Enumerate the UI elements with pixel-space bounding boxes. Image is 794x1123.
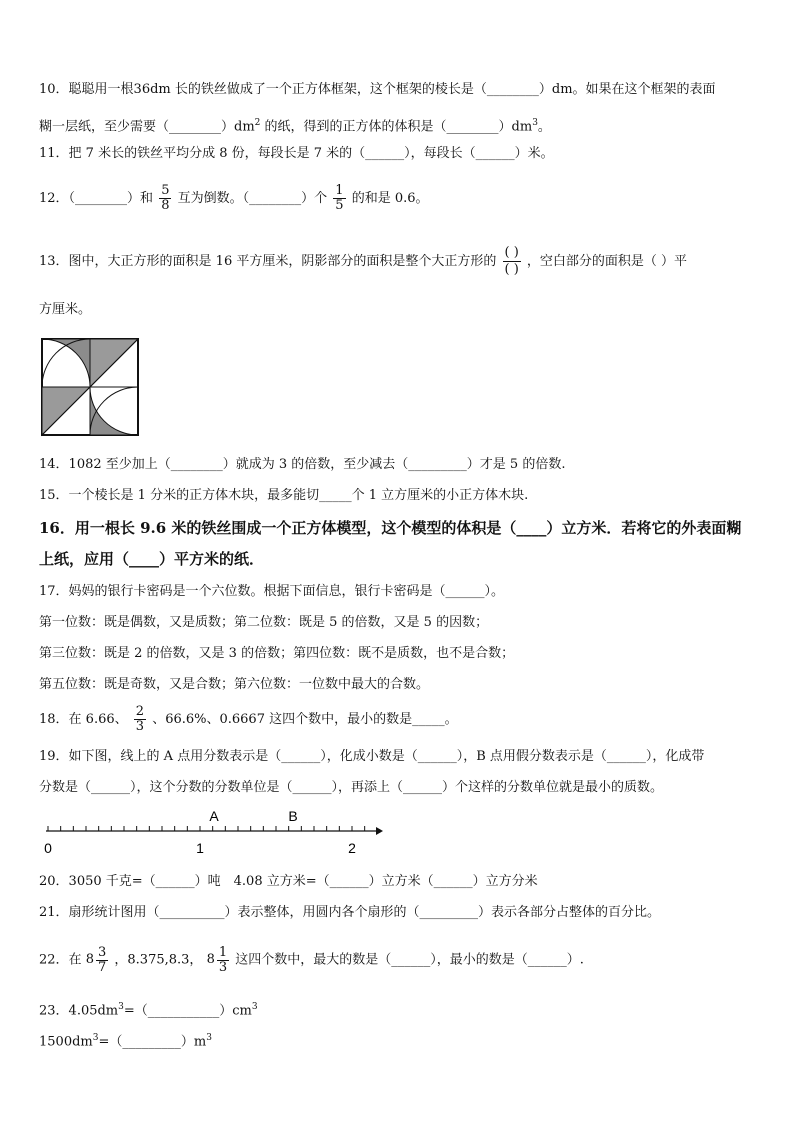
tick-label-2: 2: [348, 840, 356, 856]
q16-text-line2: 上纸，应用（____）平方米的纸．: [39, 550, 265, 568]
q19-text-line1: 19．如下图，线上的 A 点用分数表示是（______），化成小数是（______），B 点用假分数表示是（______），化成带: [39, 749, 705, 764]
fraction-denominator: 3: [218, 959, 228, 975]
mixed-whole: 8: [206, 952, 215, 967]
question-20: [39, 872, 764, 892]
fraction-numerator: 2: [135, 704, 145, 719]
q10-text-b: 的纸，得到的正方体的体积是（________）dm: [260, 119, 533, 135]
q12-text-a: 12．（________）和: [39, 191, 154, 206]
question-12: [39, 182, 764, 216]
q11-text: 11．把 7 米长的铁丝平均分成 8 份，每段长是 7 米的（______），每段长（______）米。: [39, 146, 554, 161]
q22-text-b: ，8.375,8.3，: [114, 952, 203, 968]
q18-text-b: 、66.6%、0.6667 这四个数中，最小的数是_____。: [152, 712, 458, 727]
fraction-numerator: 1: [218, 944, 228, 960]
arrow-right-icon: [376, 827, 383, 835]
question-13-line-1: [39, 242, 764, 282]
question-18: [39, 702, 764, 738]
q17-text-line3: 第三位数：既是 2 的倍数，又是 3 的倍数；第四位数：既不是质数，也不是合数；: [39, 646, 515, 661]
q23-text-c: 1500dm: [39, 1034, 93, 1050]
question-11: [39, 144, 764, 164]
q22-text-a: 22．在: [39, 952, 82, 968]
blank-fraction: [503, 245, 521, 278]
tick-label-0: 0: [44, 840, 52, 856]
q13-text-b: ，空白部分的面积是（ ）平: [526, 254, 688, 269]
blank-denominator: ( ): [504, 262, 519, 277]
question-14: [39, 455, 764, 475]
point-b-label: B: [288, 808, 298, 824]
q10-text-a: 糊一层纸，至少需要（________）dm: [39, 119, 255, 135]
fraction-denominator: 8: [161, 198, 170, 213]
number-line: [38, 806, 388, 858]
q17-text-line4: 第五位数：既是奇数，又是合数；第六位数：一位数中最大的合数。: [39, 677, 430, 692]
question-16-line-1: [39, 517, 764, 539]
q14-text: 14．1082 至少加上（________）就成为 3 的倍数，至少减去（_________）才是 5 的倍数.: [39, 457, 566, 472]
mixed-number-8-1-3: [207, 940, 232, 980]
q19-text-line2: 分数是（______），这个分数的分数单位是（______），再添上（______）个这样的分数单位就是最小的质数。: [39, 780, 664, 795]
question-13-line-2: [39, 300, 764, 320]
question-17-line-1: [39, 582, 764, 602]
q16-text-line1: 16．用一根长 9.6 米的铁丝围成一个正方体模型，这个模型的体积是（____）立方米．若将它的外表面糊: [39, 519, 742, 537]
fraction-5-8: [159, 184, 171, 213]
q21-text: 21．扇形统计图用（__________）表示整体，用圆内各个扇形的（_________）表示各部分占整体的百分比。: [39, 905, 661, 920]
fraction-numerator: 5: [161, 183, 170, 198]
q12-text-b: 互为倒数。（________）个: [177, 191, 328, 206]
fraction-numerator: 1: [335, 183, 344, 198]
q15-text: 15．一个棱长是 1 分米的正方体木块，最多能切_____个 1 立方厘米的小正方体木块.: [39, 488, 529, 503]
question-22: [39, 940, 764, 981]
question-10-line-1: [39, 80, 764, 100]
question-19-line-2: [39, 778, 764, 798]
fraction-2-3: [134, 705, 146, 734]
q23-sup: 3: [118, 1002, 124, 1012]
q23-text-a: 23．4.05dm: [39, 1003, 119, 1019]
question-23-line-1: [39, 997, 764, 1021]
fraction-numerator: 3: [97, 944, 107, 960]
question-16-line-2: [39, 548, 764, 570]
fraction-denominator: 5: [335, 198, 344, 213]
q13-text-a: 13．图中，大正方形的面积是 16 平方厘米，阴影部分的面积是整个大正方形的: [39, 254, 497, 269]
blank-numerator: ( ): [504, 245, 519, 260]
mixed-number-8-3-7: [86, 940, 111, 980]
q17-text-line2: 第一位数：既是偶数，又是质数；第二位数：既是 5 的倍数，又是 5 的因数；: [39, 615, 489, 630]
q10-sup: 2: [254, 118, 261, 128]
q10-text-end: 。: [537, 119, 551, 135]
question-10-line-2: [39, 113, 764, 137]
tick-label-1: 1: [196, 840, 204, 856]
q23-sup3: 3: [92, 1033, 99, 1043]
question-17-line-2: [39, 613, 764, 633]
q13-text-line2: 方厘米。: [39, 302, 92, 317]
mixed-whole: 8: [85, 952, 94, 967]
fraction-1-5: [333, 184, 345, 213]
q18-text-a: 18．在 6.66、: [39, 712, 128, 727]
question-15: [39, 486, 764, 506]
question-23-line-2: [39, 1028, 764, 1052]
square-shaded-figure: [40, 337, 142, 441]
fraction-denominator: 7: [97, 959, 107, 975]
point-a-label: A: [209, 808, 219, 824]
q23-sup4: 3: [206, 1033, 212, 1043]
q10-sup2: 3: [532, 118, 538, 128]
question-21: [39, 903, 764, 923]
question-17-line-4: [39, 675, 764, 695]
q22-text-c: 这四个数中，最大的数是（______），最小的数是（______）.: [235, 952, 584, 968]
q23-sup2: 3: [251, 1002, 258, 1012]
question-19-line-1: [39, 747, 764, 767]
q12-text-c: 的和是 0.6。: [351, 191, 429, 206]
q23-text-b: =（___________）cm: [123, 1003, 252, 1019]
q17-text-line1: 17．妈妈的银行卡密码是一个六位数。根据下面信息，银行卡密码是（______）。: [39, 584, 505, 599]
q20-text: 20．3050 千克=（______）吨 4.08 立方米=（______）立方米（______）立方分米: [39, 874, 538, 889]
q23-text-d: =（_________）m: [98, 1034, 207, 1050]
q10-text: 10．聪聪用一根36dm 长的铁丝做成了一个正方体框架，这个框架的棱长是（________）dm。如果在这个框架的表面: [39, 82, 716, 97]
fraction-denominator: 3: [135, 719, 145, 734]
question-17-line-3: [39, 644, 764, 664]
number-line-ticks: [48, 826, 365, 831]
